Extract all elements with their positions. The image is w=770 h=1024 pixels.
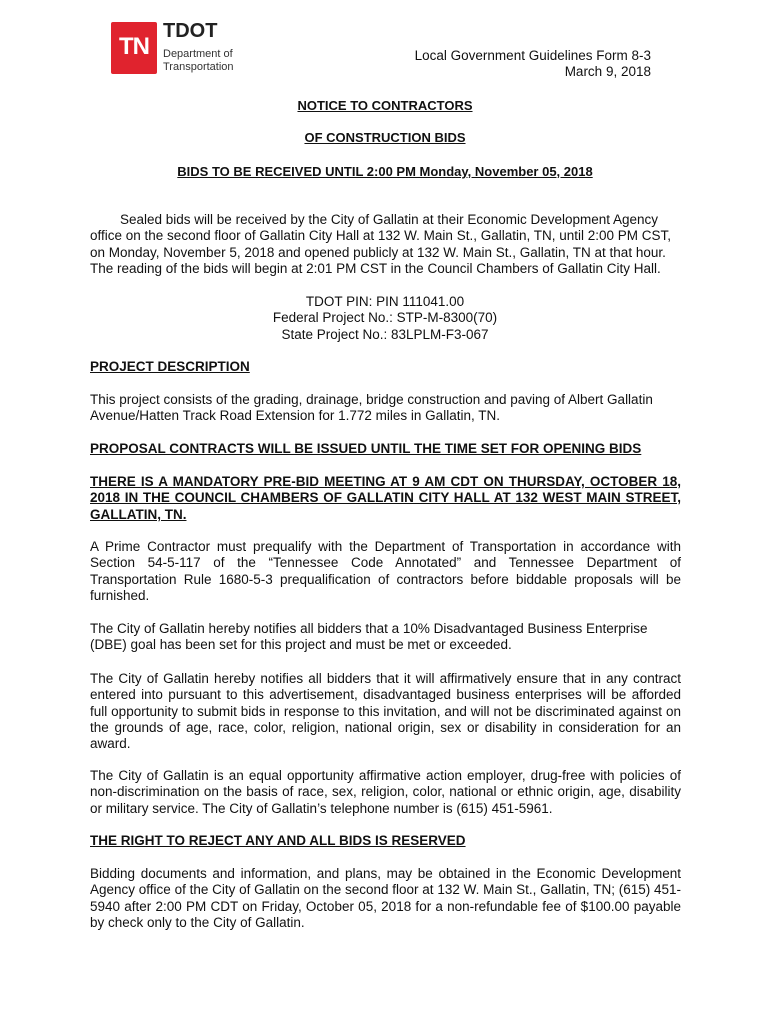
logo-line1: Department of bbox=[163, 48, 233, 60]
logo-agency: TDOT bbox=[163, 20, 218, 42]
dbe-paragraph: The City of Gallatin hereby notifies all bidders that a 10% Disadvantaged Business Enterprise (DBE) goal has been set for this project and must be met or exceeded. bbox=[90, 621, 648, 653]
proposal-heading: PROPOSAL CONTRACTS WILL BE ISSUED UNTIL THE TIME SET FOR OPENING BIDS bbox=[90, 441, 642, 456]
form-reference bbox=[415, 48, 651, 80]
notice-title: NOTICE TO CONTRACTORS bbox=[297, 98, 473, 113]
prequalify-paragraph: A Prime Contractor must prequalify with the Department of Transportation in accordance with Section 54-5-117 of the “Tennessee Code Annotated” and Tennessee Department of Transportation Rule 1680-5-3 prequalification of contractors before biddable proposals will be furnished. bbox=[90, 539, 681, 603]
affirmative-paragraph: The City of Gallatin hereby notifies all bidders that it will affirmatively ensure that in any contract entered into pursuant to this advertisement, disadvantaged business enterprises will be afforded full opportunity to submit bids in response to this invitation, and will not be discriminated against on the grounds of age, race, color, religion, national origin, sex or disability in consideration for an award. bbox=[90, 671, 681, 752]
logo-line2: Transportation bbox=[163, 61, 234, 73]
logo-mark: TN bbox=[119, 33, 149, 60]
bidding-documents-paragraph: Bidding documents and information, and plans, may be obtained in the Economic Development Agency office of the City of Gallatin on the second floor at 132 W. Main St., Gallatin, TN; (615) 451-5940 after 2:00 PM CDT on Friday, October 05, 2018 for a non-refundable fee of $100.00 payable by check only to the City of Gallatin. bbox=[90, 866, 681, 930]
intro-paragraph: Sealed bids will be received by the City of Gallatin at their Economic Development Agency office on the second floor of Gallatin City Hall at 132 W. Main St., Gallatin, TN, until 2:00 PM CST, on Monday, November 5, 2018 and opened publicly at 132 W. Main St., Gallatin, TN at that hour. The reading of the bids will begin at 2:01 PM CST in the Council Chambers of Gallatin City Hall. bbox=[90, 212, 672, 276]
bid-deadline: BIDS TO BE RECEIVED UNTIL 2:00 PM Monday, November 05, 2018 bbox=[177, 164, 593, 179]
tdot-logo bbox=[111, 20, 236, 78]
project-numbers bbox=[0, 294, 770, 343]
form-title: Local Government Guidelines Form 8-3 bbox=[414, 48, 651, 63]
state-project-no: State Project No.: 83LPLM-F3-067 bbox=[281, 326, 489, 342]
eeo-paragraph: The City of Gallatin is an equal opportunity affirmative action employer, drug-free with policies of non-discrimination on the basis of race, sex, religion, color, national or ethnic origin, age, disability or military service. The City of Gallatin’s telephone number is (615) 451-5961. bbox=[90, 768, 681, 816]
project-description: This project consists of the grading, drainage, bridge construction and paving of Albert Gallatin Avenue/Hatten Track Road Extension for 1.772 miles in Gallatin, TN. bbox=[90, 392, 653, 424]
federal-project-no: Federal Project No.: STP-M-8300(70) bbox=[272, 310, 498, 326]
notice-subtitle: OF CONSTRUCTION BIDS bbox=[304, 130, 466, 145]
tdot-pin: TDOT PIN: PIN 111041.00 bbox=[305, 294, 465, 309]
project-description-heading: PROJECT DESCRIPTION bbox=[90, 359, 250, 374]
reject-bids-heading: THE RIGHT TO REJECT ANY AND ALL BIDS IS RESERVED bbox=[90, 833, 466, 848]
mandatory-meeting-heading: THERE IS A MANDATORY PRE-BID MEETING AT 9 AM CDT ON THURSDAY, OCTOBER 18, 2018 IN THE COUNCIL CHAMBERS OF GALLATIN CITY HALL AT 132 WEST MAIN STREET, GALLATIN, TN. bbox=[90, 474, 681, 522]
form-date: March 9, 2018 bbox=[564, 64, 651, 79]
